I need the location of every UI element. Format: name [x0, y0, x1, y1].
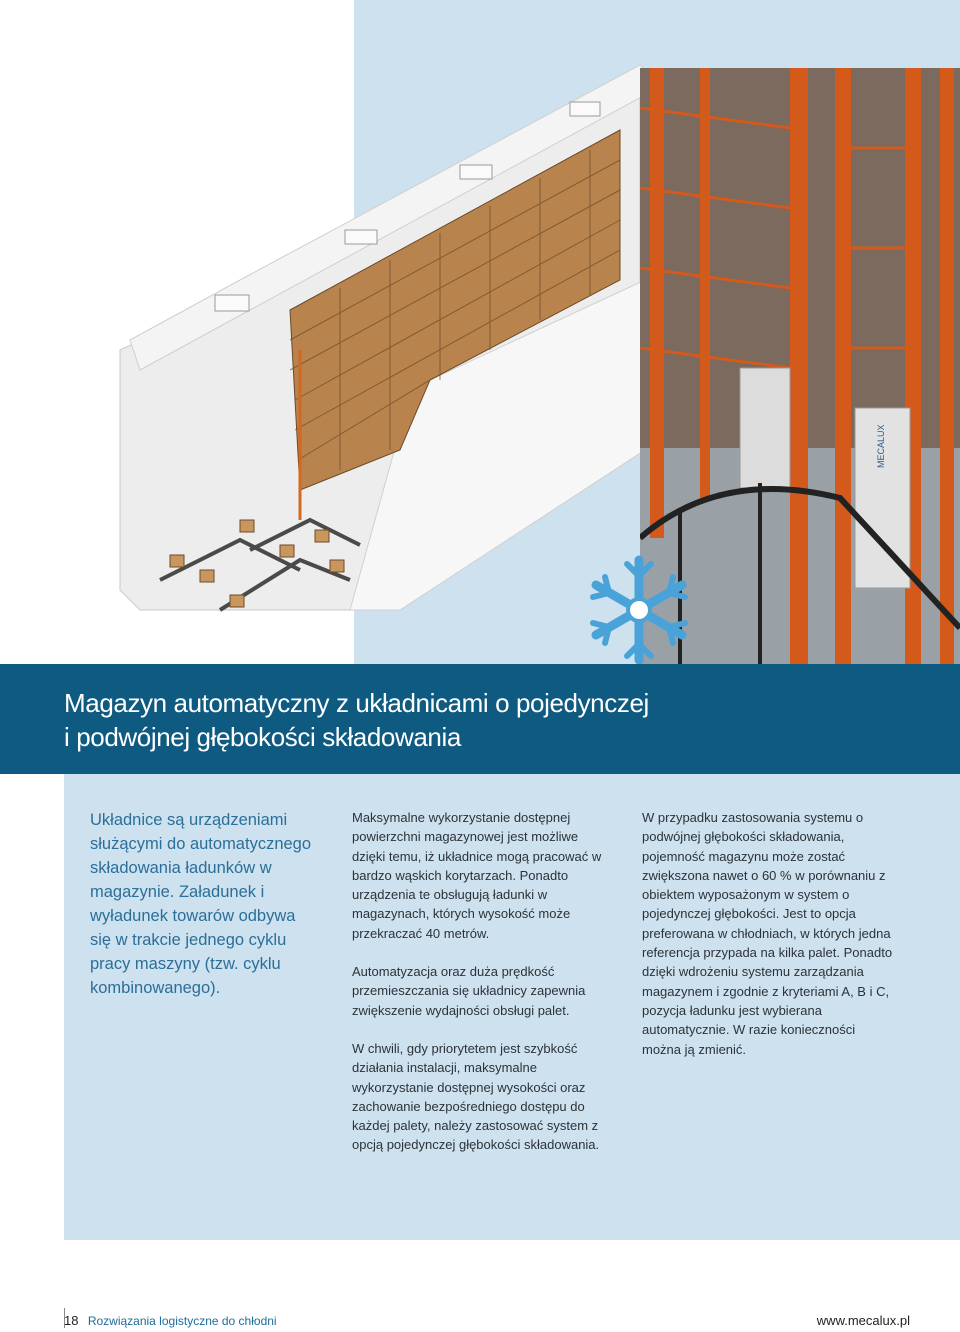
page-title-line2: i podwójnej głębokości składowania [64, 722, 461, 752]
page-title-line1: Magazyn automatyczny z układnicami o pojedynczej [64, 688, 649, 718]
crane-brand-label: MECALUX [876, 424, 886, 468]
title-banner [0, 664, 960, 774]
page-number: 18 [64, 1313, 79, 1328]
body-column-middle [352, 808, 604, 1174]
footer-left [64, 1313, 277, 1328]
snowflake-icon [583, 552, 695, 668]
page-title [64, 686, 844, 754]
warehouse-illustration [100, 50, 660, 650]
intro-text: Układnice są urządzeniami służącymi do automatycznego składowania ładunków w magazynie. Załadunek i wyładunek towarów odbywa się w trakcie jednego cyklu pracy maszyny (tzw. cyklu kombinowanego). [90, 811, 312, 997]
paragraph: W chwili, gdy priorytetem jest szybkość działania instalacji, maksymalne wykorzystanie dostępnej wysokości oraz zachowanie bezpośredniego dostępu do każdej palety, należy zastosować system z opcją pojedynczej głębokości składowania. [352, 1040, 600, 1153]
paragraph: Maksymalne wykorzystanie dostępnej powierzchni magazynowej jest możliwe dzięki temu, iż układnice mogą pracować w bardzo wąskich korytarzach. Ponadto urządzenia te obsługują ładunki w magazynach, których wysokość może przekraczać 40 metrów. [352, 810, 602, 941]
paragraph: Automatyzacja oraz duża prędkość przemieszczania się układnicy zapewnia zwiększenie wydajności obsługi palet. [352, 964, 586, 1018]
website-link[interactable]: www.mecalux.pl [816, 1313, 910, 1328]
body-column-right [642, 808, 894, 1078]
paragraph: W przypadku zastosowania systemu o podwójnej głębokości składowania, pojemność magazynu może zostać zwiększona nawet o 60 % w porównaniu z obiektem wyposażonym w system o pojedynczej głębokości. Jest to opcja preferowana w chłodniach, w których jedna referencja przypada na kilka palet. Ponadto dzięki wdrożeniu systemu zarządzania magazynem i zgodnie z kryteriami A, B i C, pozycja ładunku jest wybierana automatycznie. W razie konieczności można ją zmienić. [642, 810, 893, 1057]
publication-title: Rozwiązania logistyczne do chłodni [87, 1314, 277, 1328]
